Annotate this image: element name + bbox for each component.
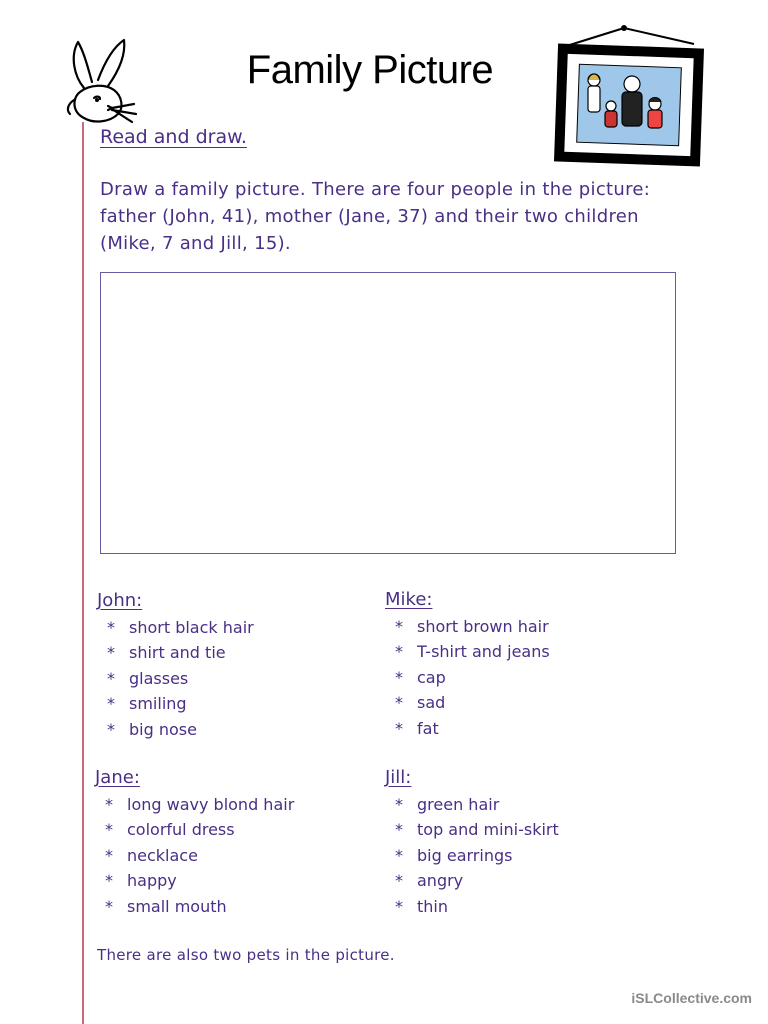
list-item: * green hair <box>395 792 559 818</box>
person-name: John: <box>97 590 143 611</box>
drawing-area[interactable] <box>100 272 676 554</box>
list-item: * sad <box>395 690 550 716</box>
person-list-jill <box>385 765 559 919</box>
intro-text: Draw a family picture. There are four people in the picture: father (John, 41), mother (Jane, 37) and their two children (Mike, 7 and Jill, 15). <box>100 179 651 254</box>
person-list-jane <box>95 765 294 919</box>
list-item: * thin <box>395 894 559 920</box>
person-name: Jane: <box>95 767 140 788</box>
page-title: Family Picture <box>246 48 494 92</box>
person-name: Mike: <box>385 589 433 610</box>
person-list-john <box>97 588 254 742</box>
list-item: * necklace <box>105 843 294 869</box>
list-item: * fat <box>395 716 550 742</box>
list-item: * big earrings <box>395 843 559 869</box>
list-item: * short brown hair <box>395 614 550 640</box>
footer-note: There are also two pets in the picture. <box>97 946 395 964</box>
person-name: Jill: <box>385 767 412 788</box>
watermark: iSLCollective.com <box>631 990 752 1006</box>
framed-family-picture-icon <box>548 22 708 172</box>
list-item: * top and mini-skirt <box>395 817 559 843</box>
rabbit-icon <box>64 36 144 126</box>
list-item: * smiling <box>107 691 254 717</box>
instruction-heading: Read and draw. <box>100 126 247 148</box>
list-item: * colorful dress <box>105 817 294 843</box>
list-item: * short black hair <box>107 615 254 641</box>
list-item: * glasses <box>107 666 254 692</box>
list-item: * long wavy blond hair <box>105 792 294 818</box>
list-item: * big nose <box>107 717 254 743</box>
margin-line <box>82 122 84 1024</box>
list-item: * small mouth <box>105 894 294 920</box>
list-item: * T-shirt and jeans <box>395 639 550 665</box>
person-list-mike <box>385 587 550 741</box>
list-item: * happy <box>105 868 294 894</box>
list-item: * cap <box>395 665 550 691</box>
list-item: * shirt and tie <box>107 640 254 666</box>
list-item: * angry <box>395 868 559 894</box>
